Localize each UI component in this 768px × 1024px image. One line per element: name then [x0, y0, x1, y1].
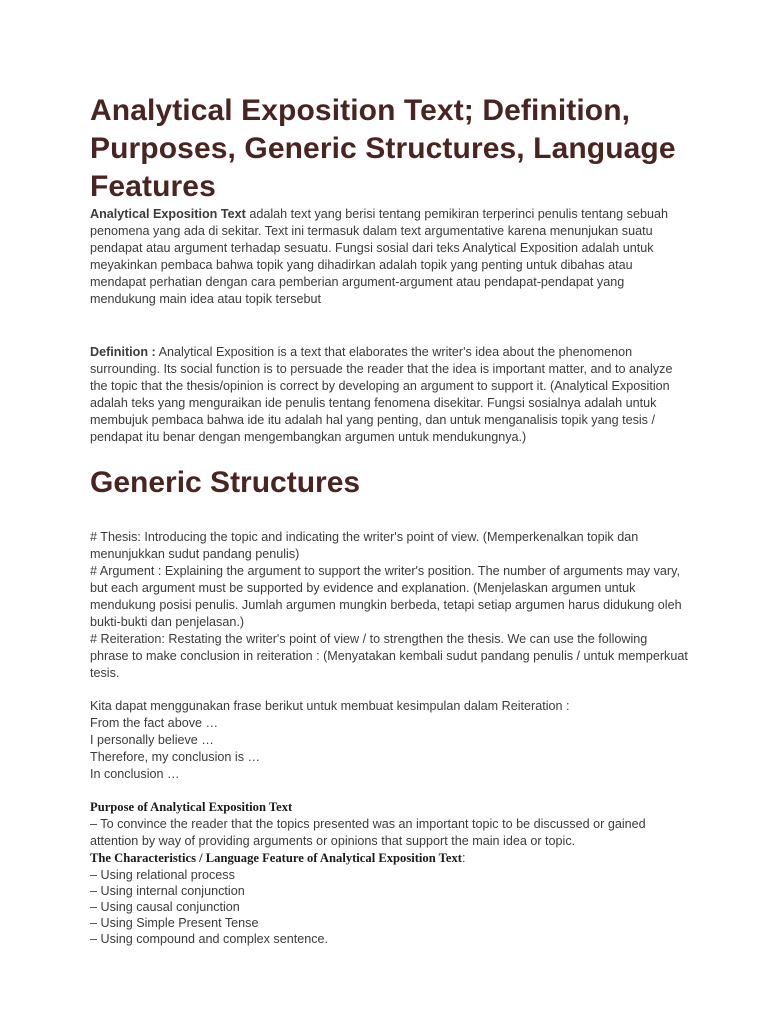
purpose-heading [90, 799, 688, 816]
reiteration-phrases [90, 698, 688, 783]
structure-item-argument: # Argument : Explaining the argument to support the writer's position. The number of arguments may vary, but each argument must be supported by evidence and explanation. (Menjelaskan argumen untuk mendukung posisi penulis. Jumlah argumen mungkin berbeda, tetapi setiap argumen harus didukung oleh bukti-bukti dan penjelasan.) [90, 564, 682, 629]
intro-text: adalah text yang berisi tentang pemikiran terperinci penulis tentang sebuah penomena yang ada di sekitar. Text ini termasuk dalam text argumentative karena menunjukan suatu pendapat atau argument terhadap sesuatu. Fungsi sosial dari teks Analytical Exposition adalah untuk meyakinkan pembaca bahwa topik yang dihadirkan adalah topik yang penting untuk dibahas atau mendapat perhatian dengan cara pemberian argument-argument atau pendapat-pendapat yang mendukung main idea atau topik tersebut [90, 207, 668, 306]
list-item: – Using Simple Present Tense [90, 916, 259, 930]
intro-paragraph [90, 206, 688, 308]
generic-structures-heading: Generic Structures [90, 466, 361, 499]
phrase-item: From the fact above … [90, 716, 219, 730]
purpose-heading-text: Purpose of Analytical Exposition Text [90, 800, 293, 814]
intro-term: Analytical Exposition Text [90, 207, 246, 221]
list-item: – Using compound and complex sentence. [90, 932, 329, 946]
title-section [90, 92, 688, 206]
purpose-text: – To convince the reader that the topics presented was an important topic to be discussed or gained attention by way of providing arguments or opinions that support the main idea or topic. [90, 817, 646, 848]
definition-paragraph [90, 344, 688, 446]
characteristics-heading-suffix: : [461, 851, 466, 865]
generic-structures-list [90, 529, 688, 682]
phrases-intro: Kita dapat menggunakan frase berikut untuk membuat kesimpulan dalam Reiteration : [90, 699, 570, 713]
structure-item-thesis: # Thesis: Introducing the topic and indicating the writer's point of view. (Memperkenalkan topik dan menunjukkan sudut pandang penulis) [90, 530, 639, 561]
definition-text: Analytical Exposition is a text that elaborates the writer's idea about the phenomenon surrounding. Its social function is to persuade the reader that the idea is important matter, and to analyze the topic that the thesis/opinion is correct by developing an argument to support it. (Analytical Exposition adalah teks yang menguraikan ide penulis tentang fenomena disekitar. Fungsi sosialnya adalah untuk membujuk pembaca bahwa ide itu adalah hal yang penting, dan untuk menganalisis topik yang tesis / pendapat itu benar dengan mengembangkan argumen untuk mendukungnya.) [90, 345, 673, 444]
phrase-item: I personally believe … [90, 733, 214, 747]
characteristics-list [90, 867, 688, 947]
list-item: – Using causal conjunction [90, 900, 240, 914]
phrase-item: In conclusion … [90, 767, 180, 781]
list-item: – Using internal conjunction [90, 884, 245, 898]
phrase-item: Therefore, my conclusion is … [90, 750, 261, 764]
list-item: – Using relational process [90, 868, 235, 882]
purpose-section [90, 799, 688, 947]
definition-label: Definition : [90, 345, 156, 359]
characteristics-heading [90, 850, 688, 867]
characteristics-heading-text: The Characteristics / Language Feature of Analytical Exposition Text [90, 851, 462, 865]
page-title: Analytical Exposition Text; Definition, Purposes, Generic Structures, Language Features [90, 94, 676, 203]
structure-item-reiteration: # Reiteration: Restating the writer's point of view / to strengthen the thesis. We can use the following phrase to make conclusion in reiteration : (Menyatakan kembali sudut pandang penulis / untuk memperkuat tesis. [90, 632, 688, 680]
